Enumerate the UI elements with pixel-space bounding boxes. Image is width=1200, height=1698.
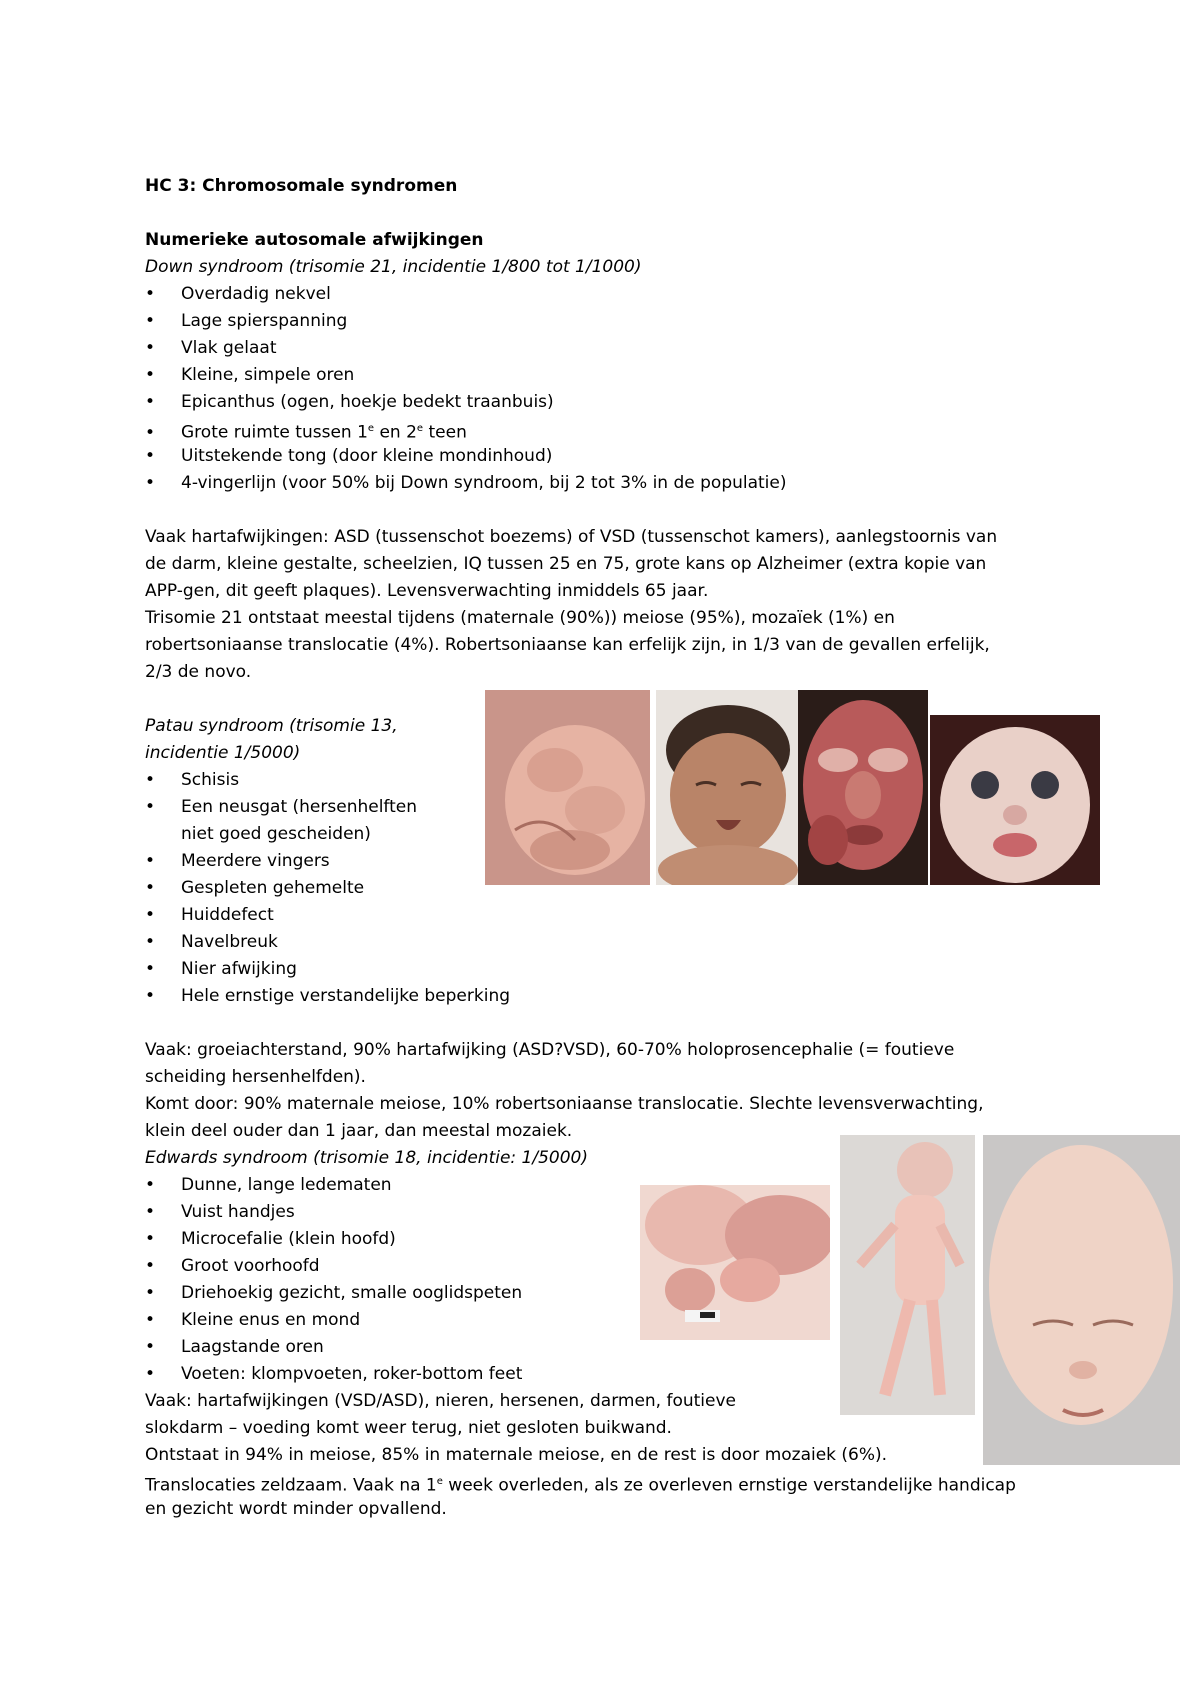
list-item: • 4-vingerlijn (voor 50% bij Down syndroom, bij 2 tot 3% in de populatie)	[145, 473, 787, 493]
paragraph-line: Ontstaat in 94% in meiose, 85% in maternale meiose, en de rest is door mozaiek (6%).	[145, 1445, 888, 1465]
bullet-icon: •	[145, 1310, 156, 1330]
bullet-icon: •	[145, 284, 156, 304]
list-item: • Laagstande oren	[145, 1337, 324, 1357]
bullet-icon: •	[145, 1283, 156, 1303]
bullet-icon: •	[145, 770, 156, 790]
skin-defect-infant-photo	[798, 690, 928, 885]
list-item: • Driehoekig gezicht, smalle ooglidspeten	[145, 1283, 523, 1303]
paragraph-line: Vaak: hartafwijkingen (VSD/ASD), nieren, hersenen, darmen, foutieve	[145, 1391, 737, 1411]
patau-heading: Patau syndroom (trisomie 13,	[145, 716, 398, 736]
bullet-icon: •	[145, 392, 156, 412]
page-title: HC 3: Chromosomale syndromen	[145, 176, 458, 196]
cleft-lip-infant-photo	[656, 690, 801, 885]
paragraph-line: Vaak: groeiachterstand, 90% hartafwijking (ASD?VSD), 60-70% holoprosencephalie (= foutieve	[145, 1040, 955, 1060]
list-item-cont: niet goed gescheiden)	[181, 824, 371, 844]
bullet-icon: •	[145, 365, 156, 385]
list-item: • Groot voorhoofd	[145, 1256, 320, 1276]
bullet-icon: •	[145, 1202, 156, 1222]
paragraph-line: scheiding hersenhelfden).	[145, 1067, 366, 1087]
bullet-icon: •	[145, 1175, 156, 1195]
list-item: • Microcefalie (klein hoofd)	[145, 1229, 396, 1249]
bullet-icon: •	[145, 986, 156, 1006]
paragraph-line: Translocaties zeldzaam. Vaak na 1e week overleden, als ze overleven ernstige verstandelijke handicap	[145, 1475, 1016, 1496]
list-item: • Nier afwijking	[145, 959, 297, 979]
bullet-icon: •	[145, 1364, 156, 1384]
full-body-infant-photo	[840, 1135, 975, 1415]
section-heading: Numerieke autosomale afwijkingen	[145, 230, 484, 250]
paragraph-line: Komt door: 90% maternale meiose, 10% robertsoniaanse translocatie. Slechte levensverwachting,	[145, 1094, 984, 1114]
bullet-icon: •	[145, 878, 156, 898]
bullet-icon: •	[145, 473, 156, 493]
bullet-icon: •	[145, 1229, 156, 1249]
bullet-icon: •	[145, 797, 156, 817]
paragraph-line: slokdarm – voeding komt weer terug, niet gesloten buikwand.	[145, 1418, 672, 1438]
list-item: • Voeten: klompvoeten, roker-bottom feet	[145, 1364, 523, 1384]
list-item: • Vuist handjes	[145, 1202, 295, 1222]
list-item: • Hele ernstige verstandelijke beperking	[145, 986, 511, 1006]
list-item: • Dunne, lange ledematen	[145, 1175, 392, 1195]
down-heading: Down syndroom (trisomie 21, incidentie 1/800 tot 1/1000)	[145, 257, 642, 277]
bullet-icon: •	[145, 446, 156, 466]
bullet-icon: •	[145, 311, 156, 331]
list-item: • Schisis	[145, 770, 240, 790]
paragraph-line: klein deel ouder dan 1 jaar, dan meestal mozaiek.	[145, 1121, 573, 1141]
bullet-icon: •	[145, 1256, 156, 1276]
paragraph-line: de darm, kleine gestalte, scheelzien, IQ tussen 25 en 75, grote kans op Alzheimer (extra kopie van	[145, 554, 987, 574]
list-item: • Kleine enus en mond	[145, 1310, 361, 1330]
list-item: • Navelbreuk	[145, 932, 278, 952]
bullet-icon: •	[145, 422, 156, 443]
bullet-icon: •	[145, 905, 156, 925]
bullet-icon: •	[145, 932, 156, 952]
clenched-fists-infant-photo	[640, 1185, 830, 1340]
bullet-icon: •	[145, 1337, 156, 1357]
clenched-hand-photo	[485, 690, 650, 885]
paragraph-line: 2/3 de novo.	[145, 662, 252, 682]
list-item: • Kleine, simpele oren	[145, 365, 355, 385]
list-item: • Huiddefect	[145, 905, 274, 925]
bullet-icon: •	[145, 851, 156, 871]
list-item: • Vlak gelaat	[145, 338, 277, 358]
list-item: • Overdadig nekvel	[145, 284, 331, 304]
list-item: • Lage spierspanning	[145, 311, 348, 331]
paragraph-line: en gezicht wordt minder opvallend.	[145, 1499, 447, 1519]
infant-head-photo	[983, 1135, 1180, 1465]
list-item: • Meerdere vingers	[145, 851, 330, 871]
list-item: • Grote ruimte tussen 1e en 2e teen	[145, 422, 467, 443]
bullet-icon: •	[145, 338, 156, 358]
patau-heading-cont: incidentie 1/5000)	[145, 743, 301, 763]
infant-face-photo	[930, 715, 1100, 885]
paragraph-line: APP-gen, dit geeft plaques). Levensverwachting inmiddels 65 jaar.	[145, 581, 709, 601]
paragraph-line: Trisomie 21 ontstaat meestal tijdens (maternale (90%)) meiose (95%), mozaïek (1%) en	[145, 608, 895, 628]
list-item: • Een neusgat (hersenhelften	[145, 797, 418, 817]
edwards-heading: Edwards syndroom (trisomie 18, incidentie: 1/5000)	[145, 1148, 588, 1168]
list-item: • Uitstekende tong (door kleine mondinhoud)	[145, 446, 553, 466]
paragraph-line: Vaak hartafwijkingen: ASD (tussenschot boezems) of VSD (tussenschot kamers), aanlegstoornis van	[145, 527, 998, 547]
paragraph-line: robertsoniaanse translocatie (4%). Robertsoniaanse kan erfelijk zijn, in 1/3 van de gevallen erfelijk,	[145, 635, 990, 655]
list-item: • Epicanthus (ogen, hoekje bedekt traanbuis)	[145, 392, 554, 412]
list-item: • Gespleten gehemelte	[145, 878, 365, 898]
bullet-icon: •	[145, 959, 156, 979]
